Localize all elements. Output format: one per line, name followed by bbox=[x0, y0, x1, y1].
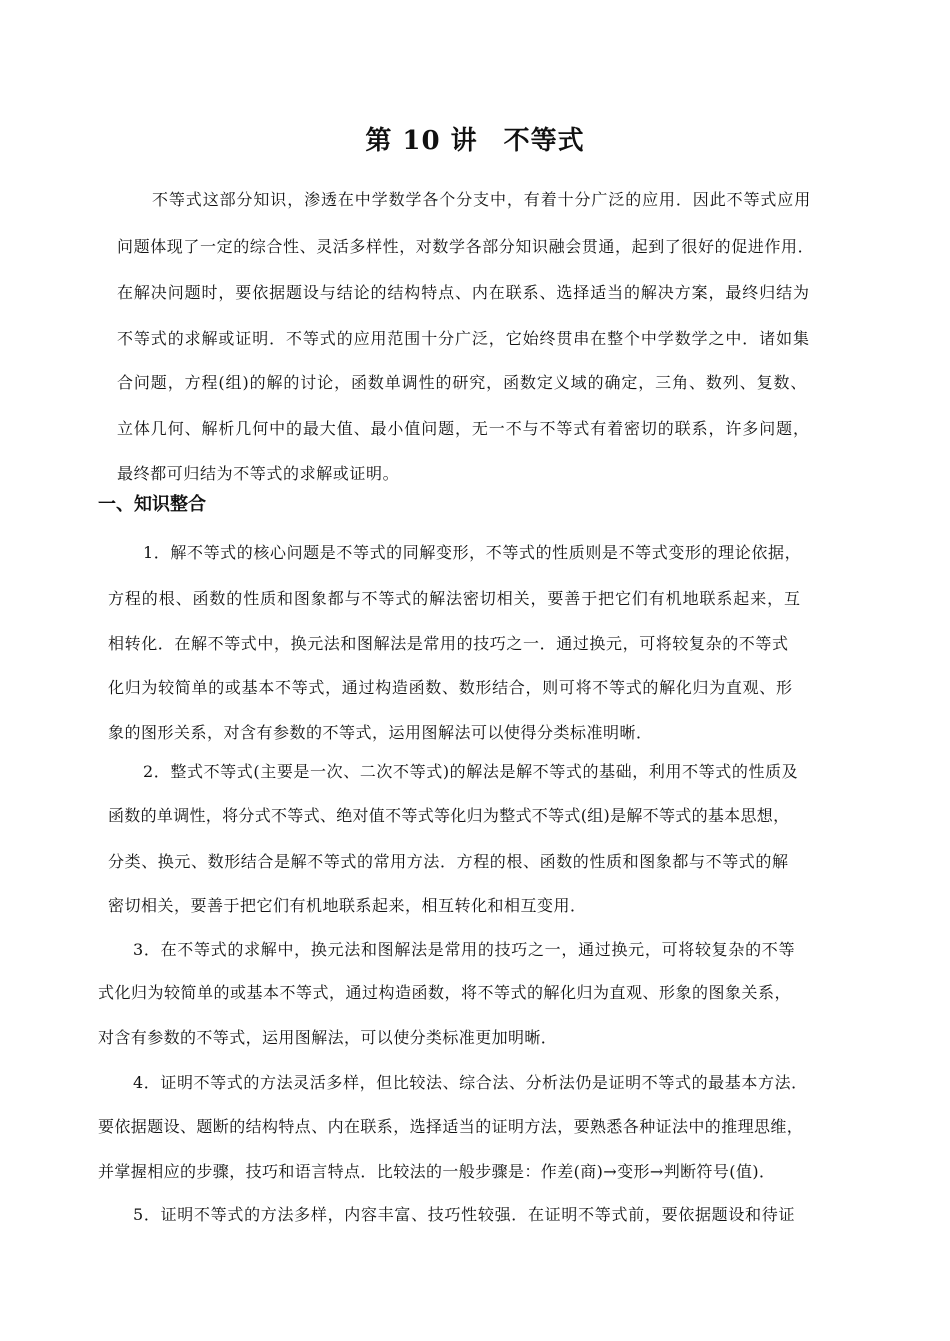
page-title bbox=[0, 120, 950, 157]
item3-line-3: 对含有参数的不等式，运用图解法，可以使分类标准更加明晰． bbox=[98, 1028, 558, 1047]
title-lecture-number: 第 10 讲 bbox=[365, 126, 478, 156]
intro-line-3: 在解决问题时，要依据题设与结论的结构特点、内在联系、选择适当的解决方案，最终归结为 bbox=[117, 283, 810, 302]
item2-line-2: 函数的单调性，将分式不等式、绝对值不等式等化归为整式不等式(组)是解不等式的基本思想， bbox=[108, 806, 790, 825]
intro-line-2: 问题体现了一定的综合性、灵活多样性，对数学各部分知识融会贯通，起到了很好的促进作用． bbox=[117, 237, 815, 256]
item4-line-3: 并掌握相应的步骤，技巧和语言特点．比较法的一般步骤是：作差(商)→变形→判断符号(值)． bbox=[98, 1162, 776, 1181]
item2-line-3: 分类、换元、数形结合是解不等式的常用方法．方程的根、函数的性质和图象都与不等式的解 bbox=[108, 852, 789, 871]
item1-line-5: 象的图形关系，对含有参数的不等式，运用图解法可以使得分类标准明晰． bbox=[108, 723, 653, 742]
item1-line-4: 化归为较简单的或基本不等式，通过构造函数、数形结合，则可将不等式的解化归为直观、形 bbox=[108, 678, 793, 697]
item5-line-1: 5．证明不等式的方法多样，内容丰富、技巧性较强．在证明不等式前，要依据题设和待证 bbox=[133, 1205, 796, 1224]
title-topic: 不等式 bbox=[503, 126, 585, 156]
item4-line-2: 要依据题设、题断的结构特点、内在联系，选择适当的证明方法，要熟悉各种证法中的推理思维， bbox=[98, 1117, 804, 1136]
intro-line-5: 合问题，方程(组)的解的讨论，函数单调性的研究，函数定义域的确定，三角、数列、复数、 bbox=[117, 373, 808, 392]
intro-line-1: 不等式这部分知识，渗透在中学数学各个分支中，有着十分广泛的应用．因此不等式应用 bbox=[152, 190, 812, 209]
item2-line-1: 2．整式不等式(主要是一次、二次不等式)的解法是解不等式的基础，利用不等式的性质及 bbox=[143, 762, 799, 781]
item1-line-3: 相转化．在解不等式中，换元法和图解法是常用的技巧之一．通过换元，可将较复杂的不等式 bbox=[108, 634, 789, 653]
item2-line-4: 密切相关，要善于把它们有机地联系起来，相互转化和相互变用． bbox=[108, 896, 587, 915]
section-heading: 一、知识整合 bbox=[98, 494, 206, 515]
intro-line-6: 立体几何、解析几何中的最大值、最小值问题，无一不与不等式有着密切的联系，许多问题， bbox=[117, 419, 810, 438]
intro-line-7: 最终都可归结为不等式的求解或证明。 bbox=[117, 464, 400, 483]
intro-line-4: 不等式的求解或证明．不等式的应用范围十分广泛，它始终贯串在整个中学数学之中．诸如集 bbox=[117, 329, 810, 348]
item4-line-1: 4．证明不等式的方法灵活多样，但比较法、综合法、分析法仍是证明不等式的最基本方法． bbox=[133, 1073, 808, 1092]
item1-line-1: 1．解不等式的核心问题是不等式的同解变形，不等式的性质则是不等式变形的理论依据， bbox=[143, 543, 802, 562]
item3-line-2: 式化归为较简单的或基本不等式，通过构造函数，将不等式的解化归为直观、形象的图象关系， bbox=[98, 983, 792, 1002]
item1-line-2: 方程的根、函数的性质和图象都与不等式的解法密切相关，要善于把它们有机地联系起来，互 bbox=[108, 589, 801, 608]
item3-line-1: 3．在不等式的求解中，换元法和图解法是常用的技巧之一，通过换元，可将较复杂的不等 bbox=[133, 940, 796, 959]
